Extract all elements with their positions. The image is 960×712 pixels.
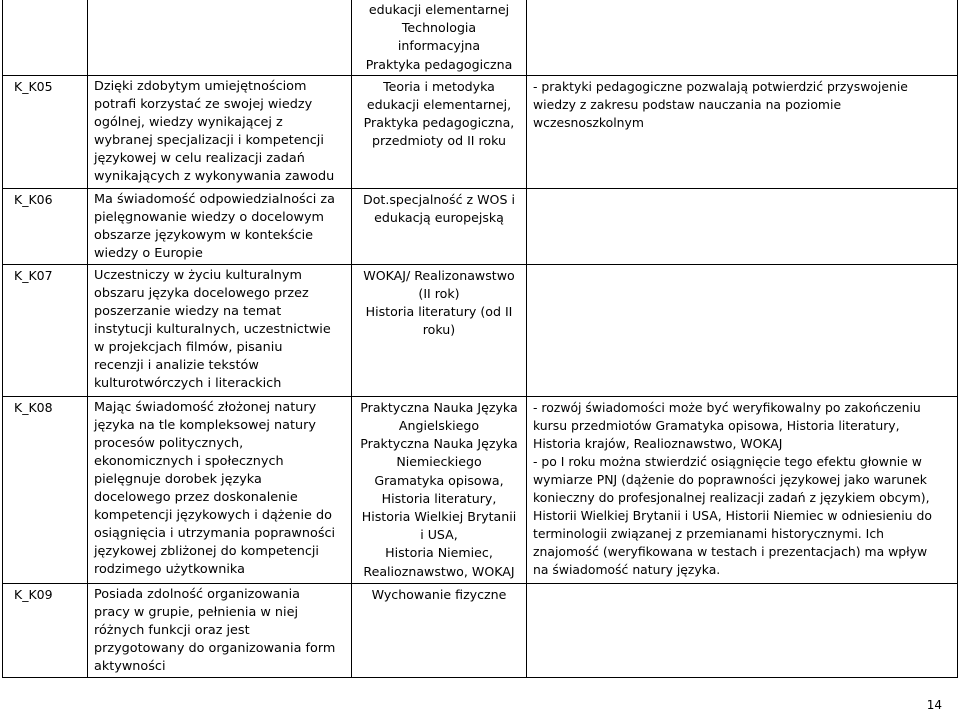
outcome-description-line: obszaru języka docelowego przez bbox=[94, 285, 309, 301]
verification-cell bbox=[527, 188, 958, 264]
subjects-line: WOKAJ/ Realizonawstwo bbox=[363, 267, 515, 283]
subjects-line: Niemieckiego bbox=[396, 454, 482, 470]
table-row bbox=[3, 188, 958, 264]
verification-cell bbox=[527, 0, 958, 75]
outcome-code: K_K07 bbox=[14, 267, 53, 283]
outcome-code-cell bbox=[3, 396, 88, 583]
verification-line: znajomość (weryfikowana w testach i prezentacjach) ma wpływ bbox=[533, 543, 928, 559]
subjects-line: Dot.specjalność z WOS i bbox=[363, 191, 515, 207]
subjects-line: i USA, bbox=[420, 527, 458, 543]
outcome-description-line: potrafi korzystać ze swojej wiedzy bbox=[94, 96, 313, 112]
verification-line: na świadomość natury języka. bbox=[533, 561, 721, 577]
outcome-description-line: docelowego przez doskonalenie bbox=[94, 489, 298, 505]
learning-outcomes-table bbox=[2, 0, 958, 678]
outcome-description-line: różnych funkcji oraz jest bbox=[94, 622, 250, 638]
outcome-description-line: językowej w celu realizacji zadań bbox=[94, 150, 305, 166]
subjects-cell bbox=[352, 264, 527, 396]
outcome-description-line: aktywności bbox=[94, 658, 166, 674]
page-number: 14 bbox=[926, 698, 942, 712]
outcome-description-line: Posiada zdolność organizowania bbox=[94, 586, 300, 602]
outcome-code-cell bbox=[3, 264, 88, 396]
outcome-code: K_K05 bbox=[14, 78, 53, 94]
outcome-code-cell bbox=[3, 75, 88, 188]
verification-line: konieczny do profesjonalnej realizacji zadań z językiem obcym), bbox=[533, 489, 930, 505]
outcome-description-line: poszerzanie wiedzy na temat bbox=[94, 303, 282, 319]
subjects-cell bbox=[352, 396, 527, 583]
subjects-line: informacyjna bbox=[397, 38, 481, 54]
outcome-description-line: wynikających z wykonywania zawodu bbox=[94, 168, 335, 184]
outcome-description-cell bbox=[88, 0, 352, 75]
outcome-description-line: obszarze językowym w kontekście bbox=[94, 227, 314, 243]
outcome-description-line: osiągnięcia i utrzymania poprawności bbox=[94, 525, 336, 541]
outcome-description-line: procesów politycznych, bbox=[94, 435, 244, 451]
subjects-line: Historia literatury, bbox=[381, 490, 497, 506]
outcome-code-cell bbox=[3, 583, 88, 677]
outcome-description-line: przygotowany do organizowania form bbox=[94, 640, 336, 656]
outcome-description-cell bbox=[88, 583, 352, 677]
verification-line: - rozwój świadomości może być weryfikowalny po zakończeniu bbox=[533, 399, 921, 415]
outcome-description-line: kompetencji językowych i dążenie do bbox=[94, 507, 332, 523]
outcome-description-line: pracy w grupie, pełnienia w niej bbox=[94, 604, 298, 620]
outcome-description-line: w projekcjach filmów, pisaniu bbox=[94, 339, 283, 355]
outcome-description-line: ogólnej, wiedzy wynikającej z bbox=[94, 114, 283, 130]
verification-line: terminologii związanej z przemianami historycznymi. Ich bbox=[533, 525, 885, 541]
subjects-cell bbox=[352, 188, 527, 264]
subjects-line: edukacji elementarnej, bbox=[366, 97, 512, 113]
outcome-description-line: Ma świadomość odpowiedzialności za bbox=[94, 191, 335, 207]
subjects-line: Historia Wielkiej Brytanii bbox=[361, 509, 517, 525]
subjects-line: Realioznawstwo, WOKAJ bbox=[363, 563, 515, 579]
table-body bbox=[3, 0, 958, 677]
subjects-line: edukacji elementarnej bbox=[368, 2, 510, 17]
subjects-line: Praktyczna Nauka Języka bbox=[360, 436, 518, 452]
subjects-line: Praktyczna Nauka Języka bbox=[360, 399, 518, 415]
outcome-code: K_K09 bbox=[14, 586, 53, 602]
verification-line: Historii Wielkiej Brytanii i USA, Historii Niemiec w odniesieniu do bbox=[533, 507, 932, 523]
verification-line: wiedzy z zakresu podstaw nauczania na poziomie bbox=[533, 96, 842, 112]
subjects-cell bbox=[352, 0, 527, 75]
verification-cell bbox=[527, 396, 958, 583]
outcome-description-line: wybranej specjalizacji i kompetencji bbox=[94, 132, 324, 148]
subjects-line: przedmioty od II roku bbox=[371, 133, 507, 149]
outcome-description-line: języka na tle kompleksowej natury bbox=[94, 417, 316, 433]
subjects-cell bbox=[352, 75, 527, 188]
outcome-description-line: wiedzy o Europie bbox=[94, 245, 203, 261]
subjects-line: (II rok) bbox=[418, 286, 460, 302]
table-row bbox=[3, 396, 958, 583]
outcome-description-cell bbox=[88, 396, 352, 583]
subjects-line: Praktyka pedagogiczna, bbox=[363, 115, 515, 131]
table-row bbox=[3, 0, 958, 75]
table-row bbox=[3, 264, 958, 396]
outcome-description-line: Mając świadomość złożonej natury bbox=[94, 399, 317, 415]
outcome-description-cell bbox=[88, 75, 352, 188]
subjects-line: Technologia bbox=[401, 20, 477, 36]
verification-line: - praktyki pedagogiczne pozwalają potwierdzić przyswojenie bbox=[533, 78, 908, 94]
subjects-line: edukacją europejską bbox=[374, 210, 504, 226]
verification-line: - po I roku można stwierdzić osiągnięcie tego efektu głownie w bbox=[533, 453, 922, 469]
table-row bbox=[3, 75, 958, 188]
outcome-description-cell bbox=[88, 188, 352, 264]
verification-line: kursu przedmiotów Gramatyka opisowa, Historia literatury, bbox=[533, 417, 900, 433]
subjects-line: Gramatyka opisowa, bbox=[374, 472, 504, 488]
outcome-code: K_K06 bbox=[14, 191, 53, 207]
outcome-code: K_K08 bbox=[14, 399, 53, 415]
verification-cell bbox=[527, 583, 958, 677]
outcome-code-cell bbox=[3, 188, 88, 264]
outcome-description-line: pielęgnowanie wiedzy o docelowym bbox=[94, 209, 324, 225]
subjects-cell bbox=[352, 583, 527, 677]
subjects-line: Historia Niemiec, bbox=[385, 545, 493, 561]
outcome-description-line: językowej zbliżonej do kompetencji bbox=[94, 543, 319, 559]
table-row bbox=[3, 583, 958, 677]
outcome-description-line: pielęgnuje dorobek języka bbox=[94, 471, 262, 487]
verification-cell bbox=[527, 264, 958, 396]
outcome-description-line: Dzięki zdobytym umiejętnościom bbox=[94, 78, 307, 94]
outcome-description-line: rodzimego użytkownika bbox=[94, 561, 245, 577]
subjects-line: Angielskiego bbox=[398, 418, 480, 434]
subjects-line: Historia literatury (od II bbox=[365, 304, 513, 320]
outcome-description-cell bbox=[88, 264, 352, 396]
subjects-line: Praktyka pedagogiczna bbox=[365, 56, 513, 72]
verification-cell bbox=[527, 75, 958, 188]
verification-line: wymiarze PNJ (dążenie do poprawności językowej jako warunek bbox=[533, 471, 927, 487]
outcome-description-line: ekonomicznych i społecznych bbox=[94, 453, 284, 469]
outcome-description-line: recenzji i analizie tekstów bbox=[94, 357, 259, 373]
verification-line: wczesnoszkolnym bbox=[533, 114, 644, 130]
verification-line: Historia krajów, Realioznawstwo, WOKAJ bbox=[533, 435, 783, 451]
outcome-description-line: kulturotwórczych i literackich bbox=[94, 375, 282, 391]
outcome-code-cell bbox=[3, 0, 88, 75]
outcome-description-line: instytucji kulturalnych, uczestnictwie bbox=[94, 321, 331, 337]
outcome-description-line: Uczestniczy w życiu kulturalnym bbox=[94, 267, 302, 283]
subjects-line: roku) bbox=[422, 322, 456, 338]
subjects-line: Wychowanie fizyczne bbox=[371, 586, 507, 602]
subjects-line: Teoria i metodyka bbox=[383, 78, 495, 94]
